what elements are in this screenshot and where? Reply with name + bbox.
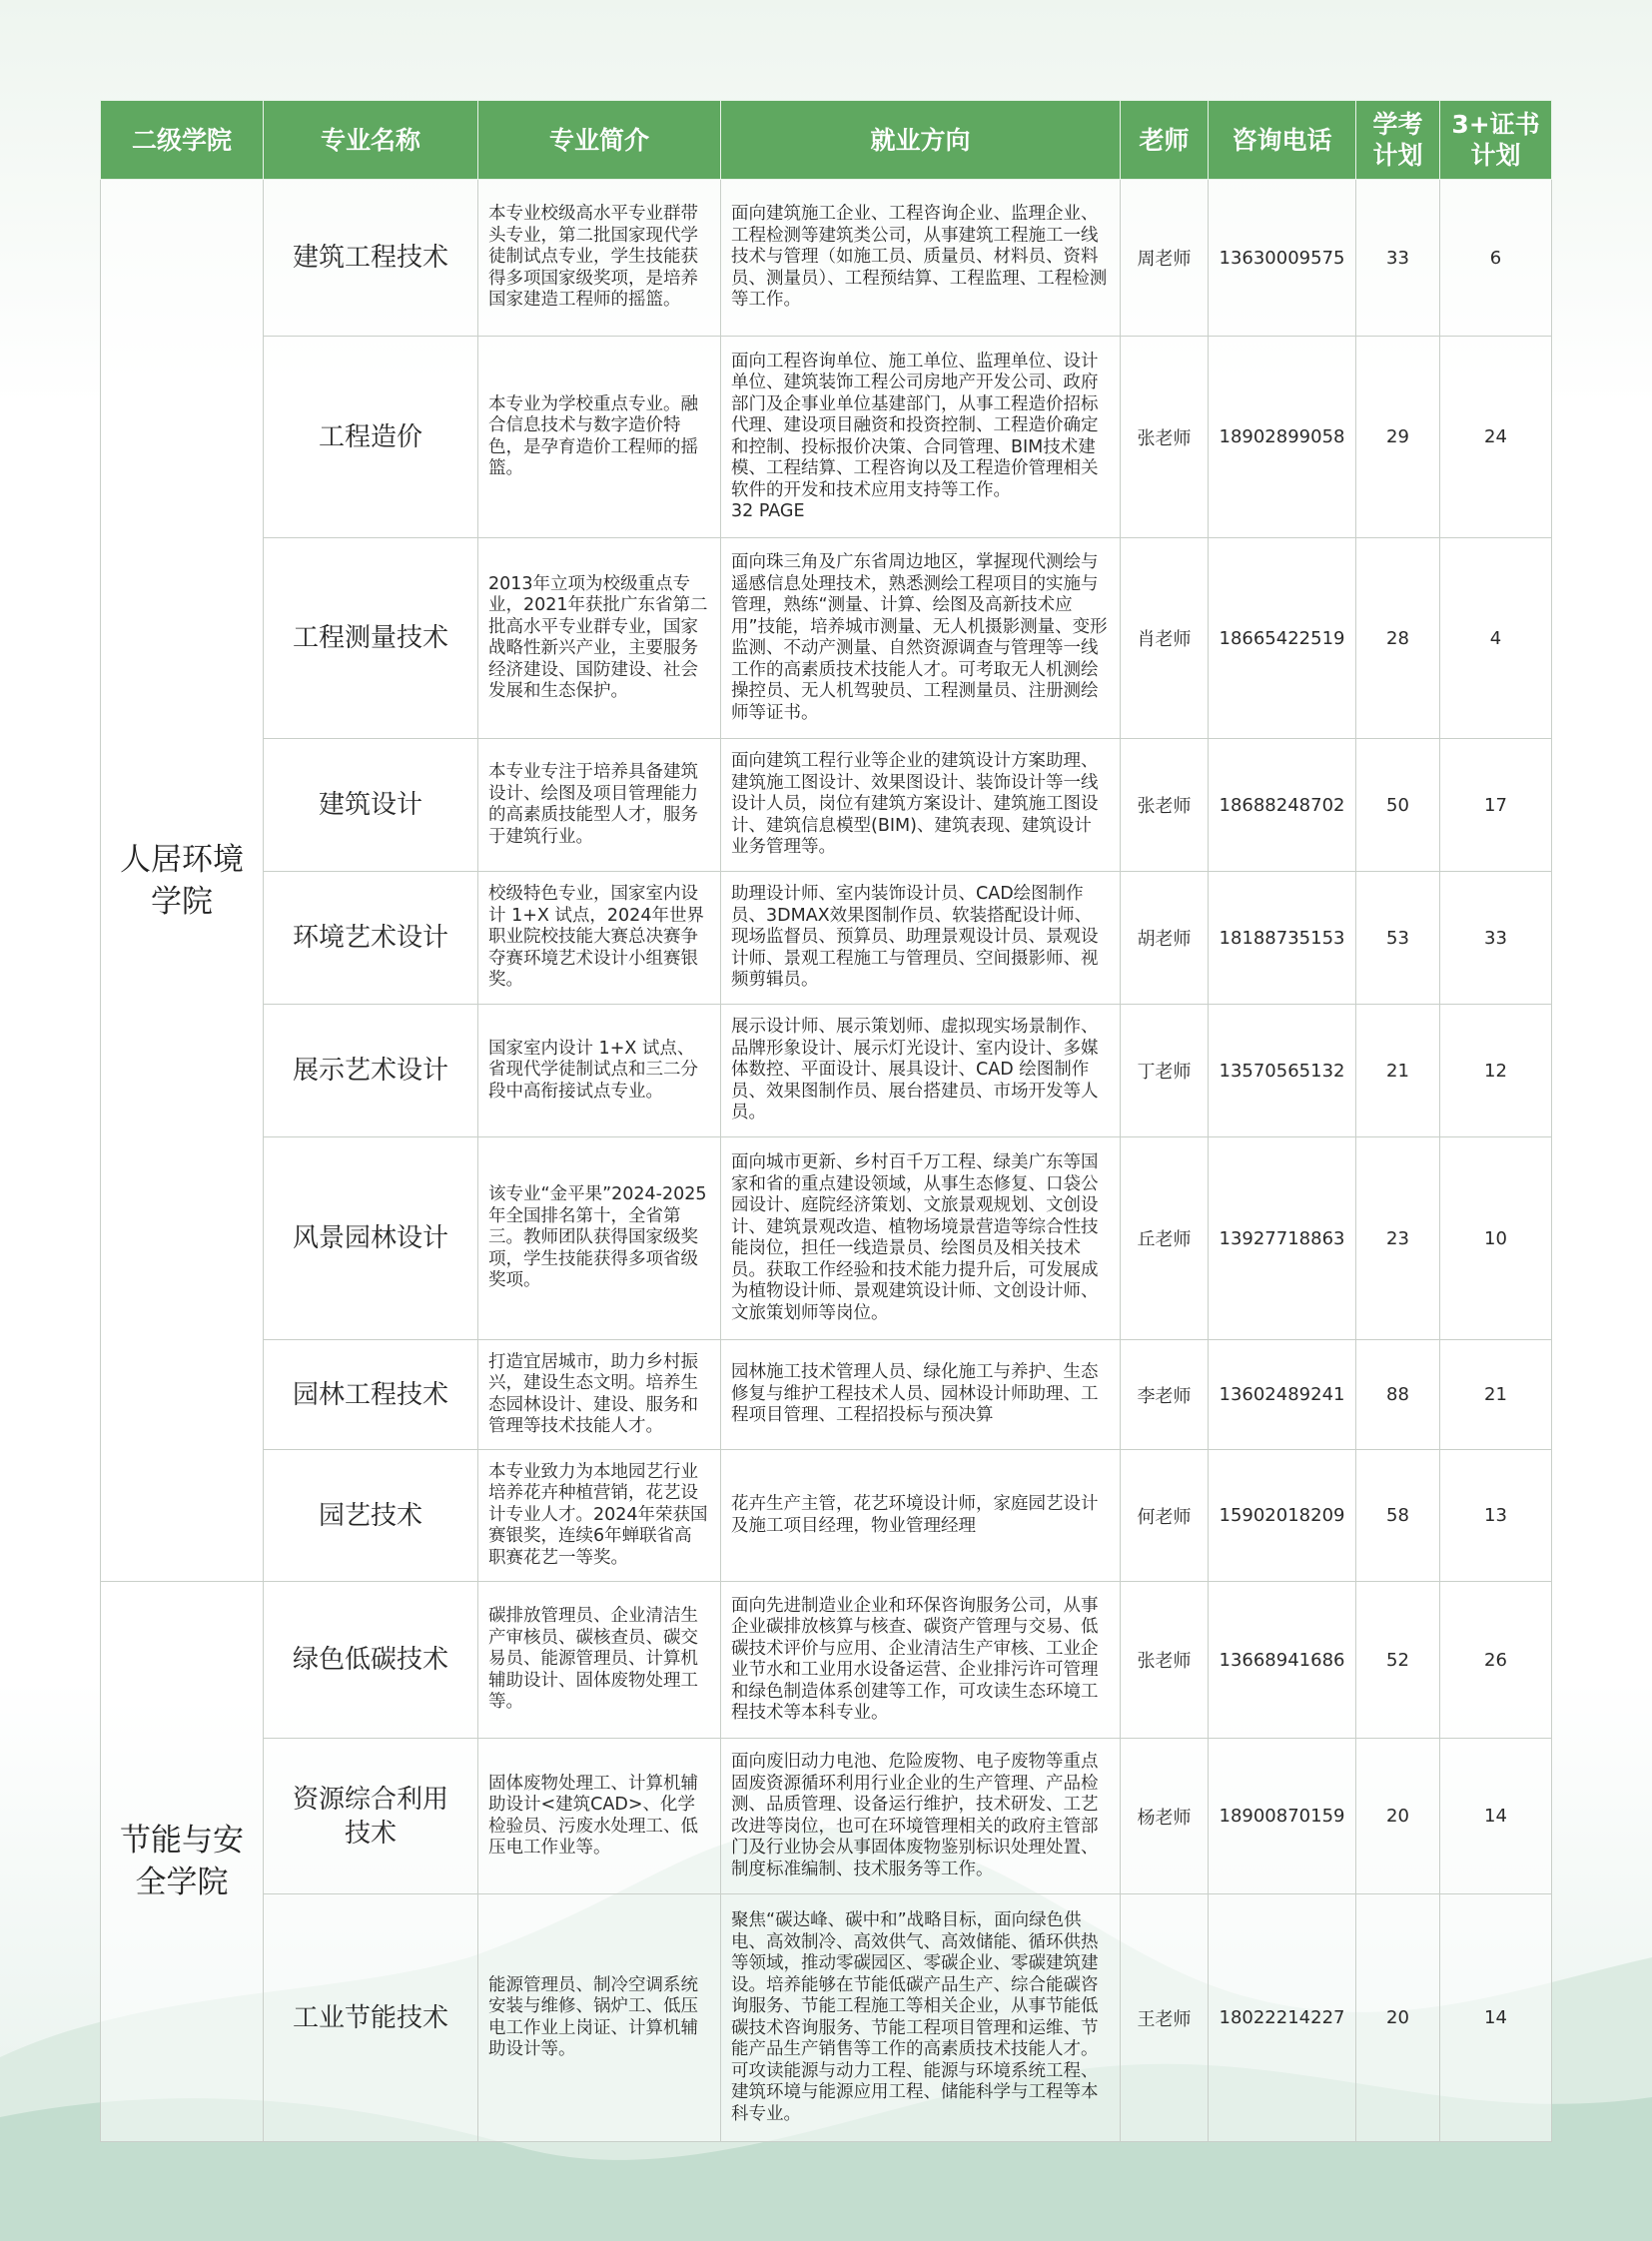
exam-plan-count: 88 — [1356, 1340, 1440, 1450]
exam-plan-count: 20 — [1356, 1739, 1440, 1894]
major-intro: 本专业校级高水平专业群带头专业，第二批国家现代学徒制试点专业，学生技能获得多项国家级奖项，是培养国家建造工程师的摇篮。 — [478, 180, 721, 337]
major-career: 面向先进制造业企业和环保咨询服务公司，从事企业碳排放核算与核查、碳资产管理与交易、低碳技术评价与应用、企业清洁生产审核、工业企业节水和工业用水设备运营、企业排污许可管理和绿色制造体系创建等工作，可攻读生态环境工程技术等本科专业。 — [721, 1582, 1121, 1739]
major-intro: 校级特色专业，国家室内设计 1+X 试点，2024年世界职业院校技能大赛总决赛争夺赛环境艺术设计小组赛银奖。 — [478, 872, 721, 1005]
exam-plan-count: 29 — [1356, 337, 1440, 538]
phone-number: 18902899058 — [1209, 337, 1356, 538]
phone-number: 13668941686 — [1209, 1582, 1356, 1739]
major-intro: 能源管理员、制冷空调系统安装与维修、锅炉工、低压电工作业上岗证、计算机辅助设计等。 — [478, 1894, 721, 2142]
major-career: 聚焦“碳达峰、碳中和”战略目标，面向绿色供电、高效制冷、高效供气、高效储能、循环供热等领域，推动零碳园区、零碳企业、零碳建筑建设。培养能够在节能低碳产品生产、综合能碳咨询服务、节能工程施工等相关企业，从事节能低碳技术咨询服务、节能工程项目管理和运维、节能产品生产销售等工作的高素质技术技能人才。可攻读能源与动力工程、能源与环境系统工程、建筑环境与能源应用工程、储能科学与工程等本科专业。 — [721, 1894, 1121, 2142]
table-row — [101, 1340, 1552, 1450]
cert-plan-count: 33 — [1440, 872, 1552, 1005]
table-row — [101, 1005, 1552, 1137]
college-cell: 人居环境 学院 — [101, 180, 264, 1582]
exam-plan-count: 53 — [1356, 872, 1440, 1005]
cert-plan-count: 6 — [1440, 180, 1552, 337]
teacher-name: 张老师 — [1121, 1582, 1209, 1739]
major-name: 工程造价 — [264, 337, 478, 538]
major-career: 面向工程咨询单位、施工单位、监理单位、设计单位、建筑装饰工程公司房地产开发公司、政府部门及企事业单位基建部门，从事工程造价招标代理、建设项目融资和投资控制、工程造价确定和控制、投标报价决策、合同管理、BIM技术建模、工程结算、工程咨询以及工程造价管理相关软件的开发和技术应用支持等工作。 32 PAGE — [721, 337, 1121, 538]
table-row — [101, 872, 1552, 1005]
phone-number: 13570565132 — [1209, 1005, 1356, 1137]
major-name: 资源综合利用 技术 — [264, 1739, 478, 1894]
teacher-name: 张老师 — [1121, 739, 1209, 872]
phone-number: 18022214227 — [1209, 1894, 1356, 2142]
major-name: 园林工程技术 — [264, 1340, 478, 1450]
major-career: 展示设计师、展示策划师、虚拟现实场景制作、品牌形象设计、展示灯光设计、室内设计、多媒体数控、平面设计、展具设计、CAD 绘图制作员、效果图制作员、展台搭建员、市场开发等人员。 — [721, 1005, 1121, 1137]
major-intro: 碳排放管理员、企业清洁生产审核员、碳核查员、碳交易员、能源管理员、计算机辅助设计、固体废物处理工等。 — [478, 1582, 721, 1739]
table-row — [101, 739, 1552, 872]
table-row — [101, 1894, 1552, 2142]
header-teacher: 老师 — [1121, 101, 1209, 180]
major-name: 风景园林设计 — [264, 1137, 478, 1340]
teacher-name: 丘老师 — [1121, 1137, 1209, 1340]
majors-table — [100, 100, 1552, 2142]
phone-number: 13602489241 — [1209, 1340, 1356, 1450]
table-row — [101, 1137, 1552, 1340]
major-career: 园林施工技术管理人员、绿化施工与养护、生态修复与维护工程技术人员、园林设计师助理、工程项目管理、工程招投标与预决算 — [721, 1340, 1121, 1450]
cert-plan-count: 26 — [1440, 1582, 1552, 1739]
exam-plan-count: 33 — [1356, 180, 1440, 337]
major-name: 工程测量技术 — [264, 538, 478, 739]
phone-number: 18188735153 — [1209, 872, 1356, 1005]
header-college: 二级学院 — [101, 101, 264, 180]
major-name: 绿色低碳技术 — [264, 1582, 478, 1739]
major-intro: 固体废物处理工、计算机辅助设计<建筑CAD>、化学检验员、污废水处理工、低压电工作业等。 — [478, 1739, 721, 1894]
header-major: 专业名称 — [264, 101, 478, 180]
major-intro: 打造宜居城市，助力乡村振兴，建设生态文明。培养生态园林设计、建设、服务和管理等技术技能人才。 — [478, 1340, 721, 1450]
major-name: 建筑设计 — [264, 739, 478, 872]
cert-plan-count: 21 — [1440, 1340, 1552, 1450]
major-intro: 该专业“金平果”2024-2025年全国排名第十，全省第三。教师团队获得国家级奖项，学生技能获得多项省级奖项。 — [478, 1137, 721, 1340]
major-career: 面向珠三角及广东省周边地区，掌握现代测绘与遥感信息处理技术，熟悉测绘工程项目的实施与管理，熟练“测量、计算、绘图及高新技术应用”技能，培养城市测量、无人机摄影测量、变形监测、不动产测量、自然资源调查与管理等一线工作的高素质技术技能人才。可考取无人机测绘操控员、无人机驾驶员、工程测量员、注册测绘师等证书。 — [721, 538, 1121, 739]
table-row — [101, 538, 1552, 739]
phone-number: 18688248702 — [1209, 739, 1356, 872]
table-header-row — [101, 101, 1552, 180]
header-phone: 咨询电话 — [1209, 101, 1356, 180]
phone-number: 18900870159 — [1209, 1739, 1356, 1894]
teacher-name: 何老师 — [1121, 1450, 1209, 1582]
cert-plan-count: 24 — [1440, 337, 1552, 538]
phone-number: 13630009575 — [1209, 180, 1356, 337]
cert-plan-count: 12 — [1440, 1005, 1552, 1137]
exam-plan-count: 28 — [1356, 538, 1440, 739]
exam-plan-count: 52 — [1356, 1582, 1440, 1739]
phone-number: 13927718863 — [1209, 1137, 1356, 1340]
teacher-name: 杨老师 — [1121, 1739, 1209, 1894]
major-career: 面向建筑工程行业等企业的建筑设计方案助理、建筑施工图设计、效果图设计、装饰设计等一线设计人员，岗位有建筑方案设计、建筑施工图设计、建筑信息模型(BIM)、建筑表现、建筑设计业务管理等。 — [721, 739, 1121, 872]
major-intro: 本专业为学校重点专业。融合信息技术与数字造价特色，是孕育造价工程师的摇篮。 — [478, 337, 721, 538]
teacher-name: 肖老师 — [1121, 538, 1209, 739]
exam-plan-count: 21 — [1356, 1005, 1440, 1137]
table-row — [101, 1739, 1552, 1894]
major-career: 花卉生产主管，花艺环境设计师，家庭园艺设计及施工项目经理，物业管理经理 — [721, 1450, 1121, 1582]
exam-plan-count: 23 — [1356, 1137, 1440, 1340]
cert-plan-count: 4 — [1440, 538, 1552, 739]
major-name: 园艺技术 — [264, 1450, 478, 1582]
major-career: 面向建筑施工企业、工程咨询企业、监理企业、工程检测等建筑类公司，从事建筑工程施工一线技术与管理（如施工员、质量员、材料员、资料员、测量员）、工程预结算、工程监理、工程检测等工作。 — [721, 180, 1121, 337]
teacher-name: 李老师 — [1121, 1340, 1209, 1450]
exam-plan-count: 20 — [1356, 1894, 1440, 2142]
cert-plan-count: 17 — [1440, 739, 1552, 872]
major-name: 环境艺术设计 — [264, 872, 478, 1005]
college-cell: 节能与安 全学院 — [101, 1582, 264, 2142]
teacher-name: 丁老师 — [1121, 1005, 1209, 1137]
table-row — [101, 1450, 1552, 1582]
header-exam-plan: 学考 计划 — [1356, 101, 1440, 180]
major-career: 面向废旧动力电池、危险废物、电子废物等重点固废资源循环利用行业企业的生产管理、产品检测、品质管理、设备运行维护，技术研发、工艺改进等岗位，也可在环境管理相关的政府主管部门及行业协会从事固体废物鉴别标识处理处置、制度标准编制、技术服务等工作。 — [721, 1739, 1121, 1894]
major-name: 展示艺术设计 — [264, 1005, 478, 1137]
teacher-name: 王老师 — [1121, 1894, 1209, 2142]
phone-number: 18665422519 — [1209, 538, 1356, 739]
cert-plan-count: 10 — [1440, 1137, 1552, 1340]
major-career: 面向城市更新、乡村百千万工程、绿美广东等国家和省的重点建设领域，从事生态修复、口袋公园设计、庭院经济策划、文旅景观规划、文创设计、建筑景观改造、植物场境景营造等综合性技能岗位，担任一线造景员、绘图员及相关技术员。获取工作经验和技术能力提升后，可发展成为植物设计师、景观建筑设计师、文创设计师、文旅策划师等岗位。 — [721, 1137, 1121, 1340]
cert-plan-count: 14 — [1440, 1739, 1552, 1894]
major-intro: 国家室内设计 1+X 试点、省现代学徒制试点和三二分段中高衔接试点专业。 — [478, 1005, 721, 1137]
header-intro: 专业简介 — [478, 101, 721, 180]
table-row — [101, 180, 1552, 337]
major-name: 建筑工程技术 — [264, 180, 478, 337]
exam-plan-count: 58 — [1356, 1450, 1440, 1582]
phone-number: 15902018209 — [1209, 1450, 1356, 1582]
major-career: 助理设计师、室内装饰设计员、CAD绘图制作员、3DMAX效果图制作员、软装搭配设计师、现场监督员、预算员、助理景观设计员、景观设计师、景观工程施工与管理员、空间摄影师、视频剪辑员。 — [721, 872, 1121, 1005]
major-name: 工业节能技术 — [264, 1894, 478, 2142]
exam-plan-count: 50 — [1356, 739, 1440, 872]
header-career: 就业方向 — [721, 101, 1121, 180]
teacher-name: 胡老师 — [1121, 872, 1209, 1005]
cert-plan-count: 13 — [1440, 1450, 1552, 1582]
major-intro: 2013年立项为校级重点专业，2021年获批广东省第二批高水平专业群专业，国家战略性新兴产业，主要服务经济建设、国防建设、社会发展和生态保护。 — [478, 538, 721, 739]
teacher-name: 张老师 — [1121, 337, 1209, 538]
teacher-name: 周老师 — [1121, 180, 1209, 337]
header-cert-plan: 3+证书 计划 — [1440, 101, 1552, 180]
major-intro: 本专业专注于培养具备建筑设计、绘图及项目管理能力的高素质技能型人才，服务于建筑行业。 — [478, 739, 721, 872]
table-row — [101, 1582, 1552, 1739]
cert-plan-count: 14 — [1440, 1894, 1552, 2142]
table-row — [101, 337, 1552, 538]
major-intro: 本专业致力为本地园艺行业培养花卉种植营销，花艺设计专业人才。2024年荣获国赛银奖，连续6年蝉联省高职赛花艺一等奖。 — [478, 1450, 721, 1582]
